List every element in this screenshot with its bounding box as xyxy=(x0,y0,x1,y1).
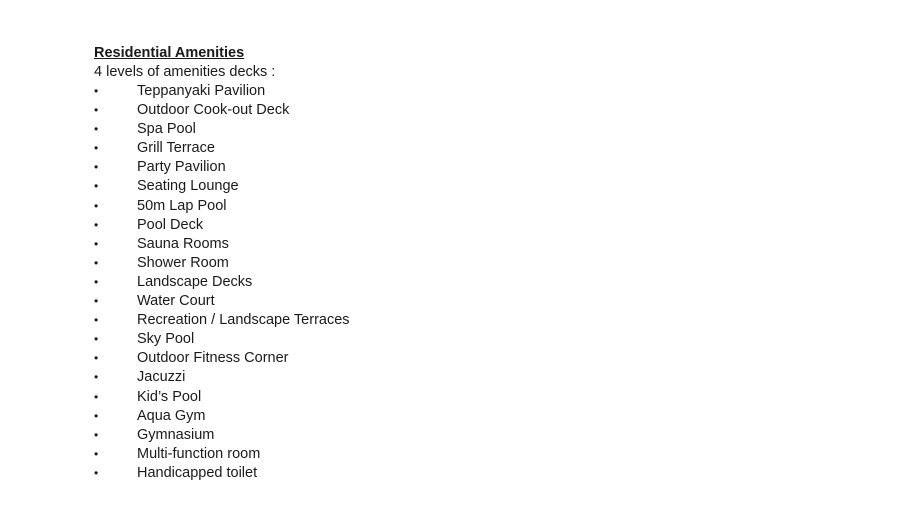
amenity-label: Teppanyaki Pavilion xyxy=(137,83,266,99)
list-item xyxy=(94,311,794,330)
bullet-icon: • xyxy=(94,255,99,270)
amenity-label: Outdoor Cook-out Deck xyxy=(137,102,290,119)
bullet-icon: • xyxy=(94,370,99,385)
list-item xyxy=(94,349,794,368)
bullet-icon: • xyxy=(94,294,99,309)
amenity-label: Multi-function room xyxy=(137,445,261,462)
list-item xyxy=(94,445,794,464)
list-item xyxy=(94,120,794,139)
section-heading: Residential Amenities xyxy=(94,45,245,61)
list-item xyxy=(94,197,794,216)
amenity-label: Party Pavilion xyxy=(137,159,226,176)
bullet-icon: • xyxy=(94,122,99,137)
list-item xyxy=(94,235,794,254)
amenity-label: Pool Deck xyxy=(137,216,204,233)
list-item xyxy=(94,388,794,407)
bullet-icon: • xyxy=(94,179,99,194)
list-item xyxy=(94,464,794,483)
bullet-icon: • xyxy=(94,103,99,118)
bullet-icon: • xyxy=(94,351,99,366)
amenity-list xyxy=(94,82,794,483)
bullet-icon: • xyxy=(94,465,99,480)
bullet-icon: • xyxy=(94,274,99,289)
list-item xyxy=(94,216,794,235)
amenity-label: Sky Pool xyxy=(137,331,195,348)
bullet-icon: • xyxy=(94,332,99,347)
bullet-icon: • xyxy=(94,408,99,423)
amenity-label: Spa Pool xyxy=(137,121,196,138)
amenity-label: Grill Terrace xyxy=(137,140,215,157)
bullet-icon: • xyxy=(94,313,99,328)
list-item xyxy=(94,158,794,177)
list-item xyxy=(94,101,794,120)
intro-text: 4 levels of amenities decks : xyxy=(94,64,276,80)
bullet-icon: • xyxy=(94,141,99,156)
amenity-label: Recreation / Landscape Terraces xyxy=(137,312,350,329)
amenity-label: Kid’s Pool xyxy=(137,388,202,405)
bullet-icon: • xyxy=(94,198,99,213)
amenity-label: Handicapped toilet xyxy=(137,464,258,481)
amenity-label: Gymnasium xyxy=(137,426,215,443)
bullet-icon: • xyxy=(94,446,99,461)
bullet-icon: • xyxy=(94,84,99,98)
amenity-label: Outdoor Fitness Corner xyxy=(137,350,289,367)
amenity-label: Sauna Rooms xyxy=(137,235,229,252)
amenity-label: Landscape Decks xyxy=(137,273,253,290)
list-item xyxy=(94,254,794,273)
list-item xyxy=(94,139,794,158)
list-item xyxy=(94,292,794,311)
document-page xyxy=(94,44,794,483)
bullet-icon: • xyxy=(94,217,99,232)
list-item xyxy=(94,407,794,426)
list-item xyxy=(94,82,794,101)
list-item xyxy=(94,426,794,445)
list-item xyxy=(94,330,794,349)
amenity-label: Water Court xyxy=(137,293,215,310)
bullet-icon: • xyxy=(94,160,99,175)
bullet-icon: • xyxy=(94,427,99,442)
list-item xyxy=(94,177,794,196)
list-item xyxy=(94,368,794,387)
amenity-label: Shower Room xyxy=(137,254,229,271)
amenity-label: Jacuzzi xyxy=(137,369,186,386)
amenity-label: Aqua Gym xyxy=(137,407,206,424)
amenity-label: 50m Lap Pool xyxy=(137,197,227,214)
bullet-icon: • xyxy=(94,389,99,404)
amenity-label: Seating Lounge xyxy=(137,178,239,195)
list-item xyxy=(94,273,794,292)
bullet-icon: • xyxy=(94,236,99,251)
